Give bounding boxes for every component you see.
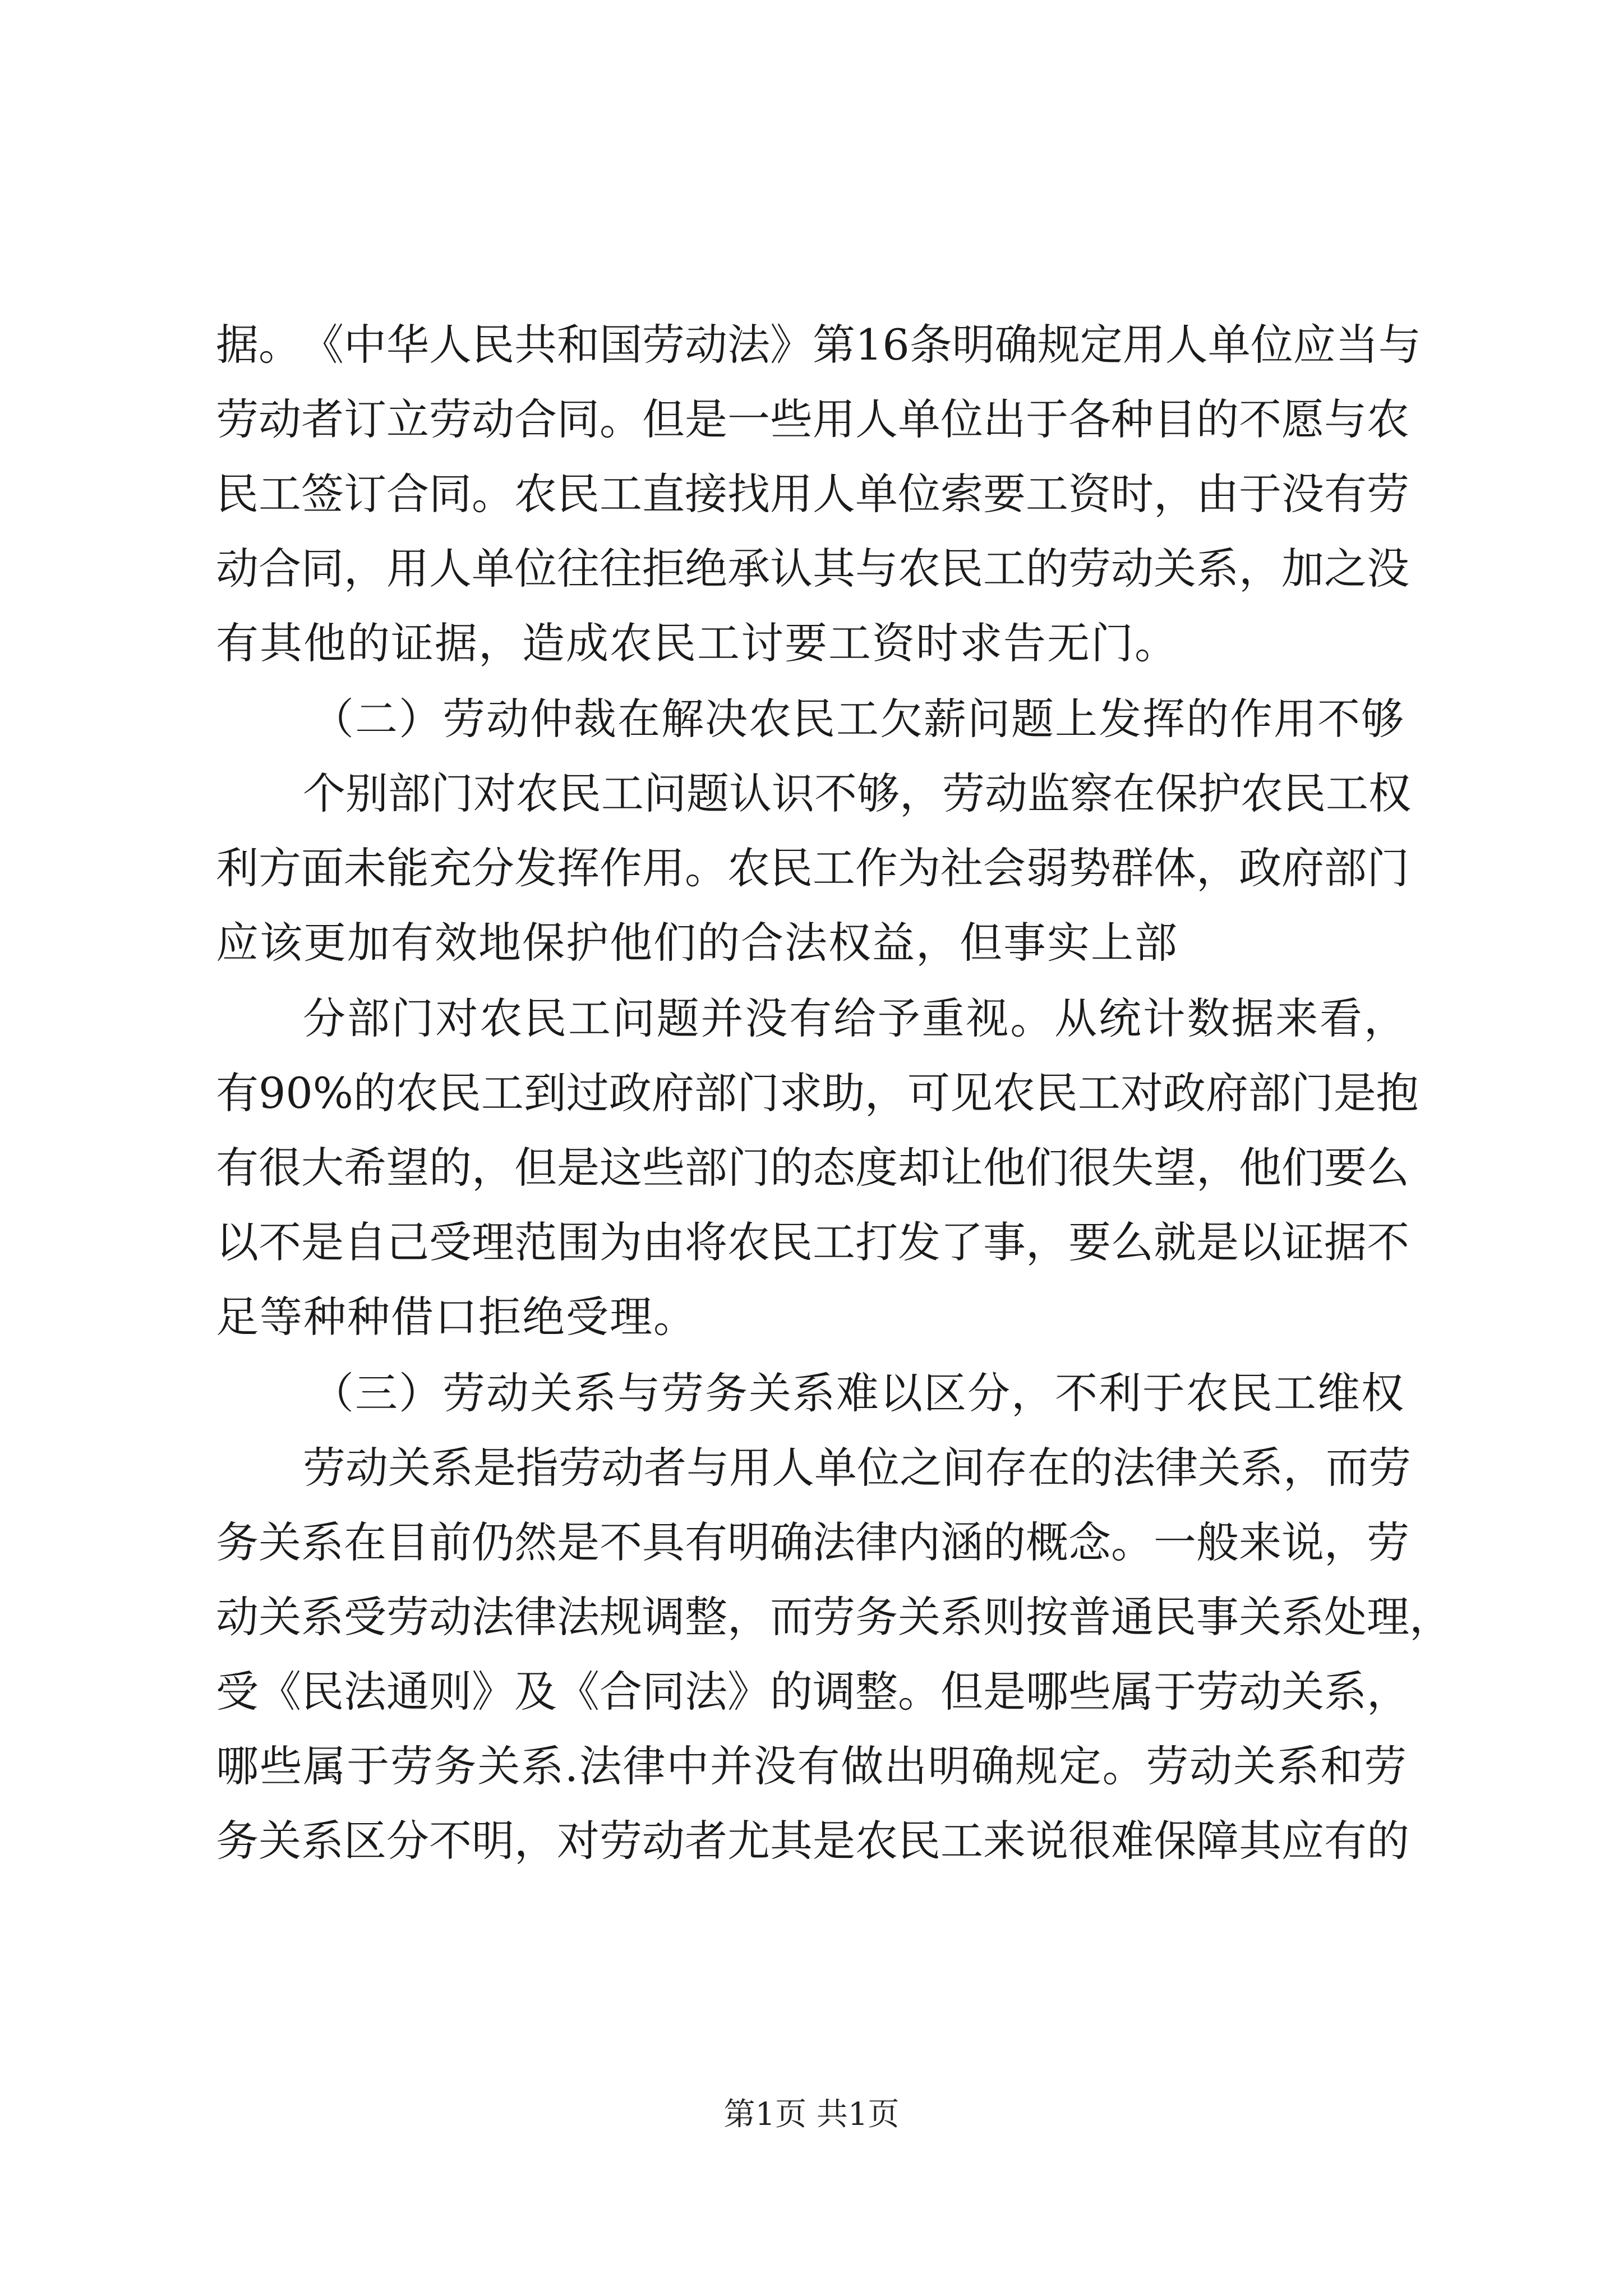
text-line-2: 劳 动 者 订 立 劳 动 合 同 。 但 是 一 些 用 人 单 位 出 于 各 种 目 的 不 愿 与 农 [216,394,1409,444]
page-number-footer: 第1页 共1页 [723,2096,900,2133]
text-line-8: 利 方 面 未 能 充 分 发 挥 作 用 。 农 民 工 作 为 社 会 弱 势 群 体 ， 政 府 部 门 [216,843,1409,893]
text-line-10: 分 部 门 对 农 民 工 问 题 并 没 有 给 予 重 视 。 从 统 计 数 据 来 看 ， [303,993,1407,1043]
text-line-12: 有 很 大 希 望 的 ， 但 是 这 些 部 门 的 态 度 却 让 他 们 很 失 望 ， 他 们 要 么 [216,1143,1409,1193]
text-line-1: 据 。 《 中 华 人 民 共 和 国 劳 动 法 》 第 16 条 明 确 规 定 用 人 单 位 应 当 与 [216,320,1421,370]
section-heading-2: （二）劳动仲裁在解决农民工欠薪问题上发挥的作用不够 [311,694,1405,744]
text-line-11: 有 90% 的 农 民 工 到 过 政 府 部 门 求 助 ， 可 见 农 民 工 对 政 府 部 门 是 抱 [216,1068,1419,1118]
text-line-21: 务 关 系 区 分 不 明 ， 对 劳 动 者 尤 其 是 农 民 工 来 说 很 难 保 障 其 应 有 的 [216,1816,1409,1866]
text-line-14: 足等种种借口拒绝受理。 [216,1292,697,1342]
text-line-19: 受 《 民 法 通 则 》 及 《 合 同 法 》 的 调 整 。 但 是 哪 些 属 于 劳 动 关 系 ， [216,1667,1409,1717]
text-line-18: 动 关 系 受 劳 动 法 律 法 规 调 整 ， 而 劳 务 关 系 则 按 普 通 民 事 关 系 处 理 ， [216,1592,1452,1642]
text-line-20: 哪 些 属 于 劳 务 关 系 . 法 律 中 并 没 有 做 出 明 确 规 定 。 劳 动 关 系 和 劳 [216,1741,1407,1791]
text-line-17: 务 关 系 在 目 前 仍 然 是 不 具 有 明 确 法 律 内 涵 的 概 念 。 一 般 来 说 ， 劳 [216,1517,1409,1567]
text-line-16: 劳 动 关 系 是 指 劳 动 者 与 用 人 单 位 之 间 存 在 的 法 律 关 系 ， 而 劳 [303,1443,1411,1493]
text-line-5: 有其他的证据，造成农民工讨要工资时求告无门。 [216,618,1178,668]
text-line-7: 个 别 部 门 对 农 民 工 问 题 认 识 不 够 ， 劳 动 监 察 在 保 护 农 民 工 权 [303,769,1411,818]
text-line-3: 民 工 签 订 合 同 。 农 民 工 直 接 找 用 人 单 位 索 要 工 资 时 ， 由 于 没 有 劳 [216,469,1409,519]
text-line-4: 动 合 同 ， 用 人 单 位 往 往 拒 绝 承 认 其 与 农 民 工 的 劳 动 关 系 ， 加 之 没 [216,544,1409,593]
section-heading-3: （三）劳动关系与劳务关系难以区分，不利于农民工维权 [311,1368,1405,1418]
text-line-13: 以 不 是 自 己 受 理 范 围 为 由 将 农 民 工 打 发 了 事 ， 要 么 就 是 以 证 据 不 [216,1217,1409,1267]
text-line-9: 应该更加有效地保护他们的合法权益，但事实上部 [216,918,1178,968]
